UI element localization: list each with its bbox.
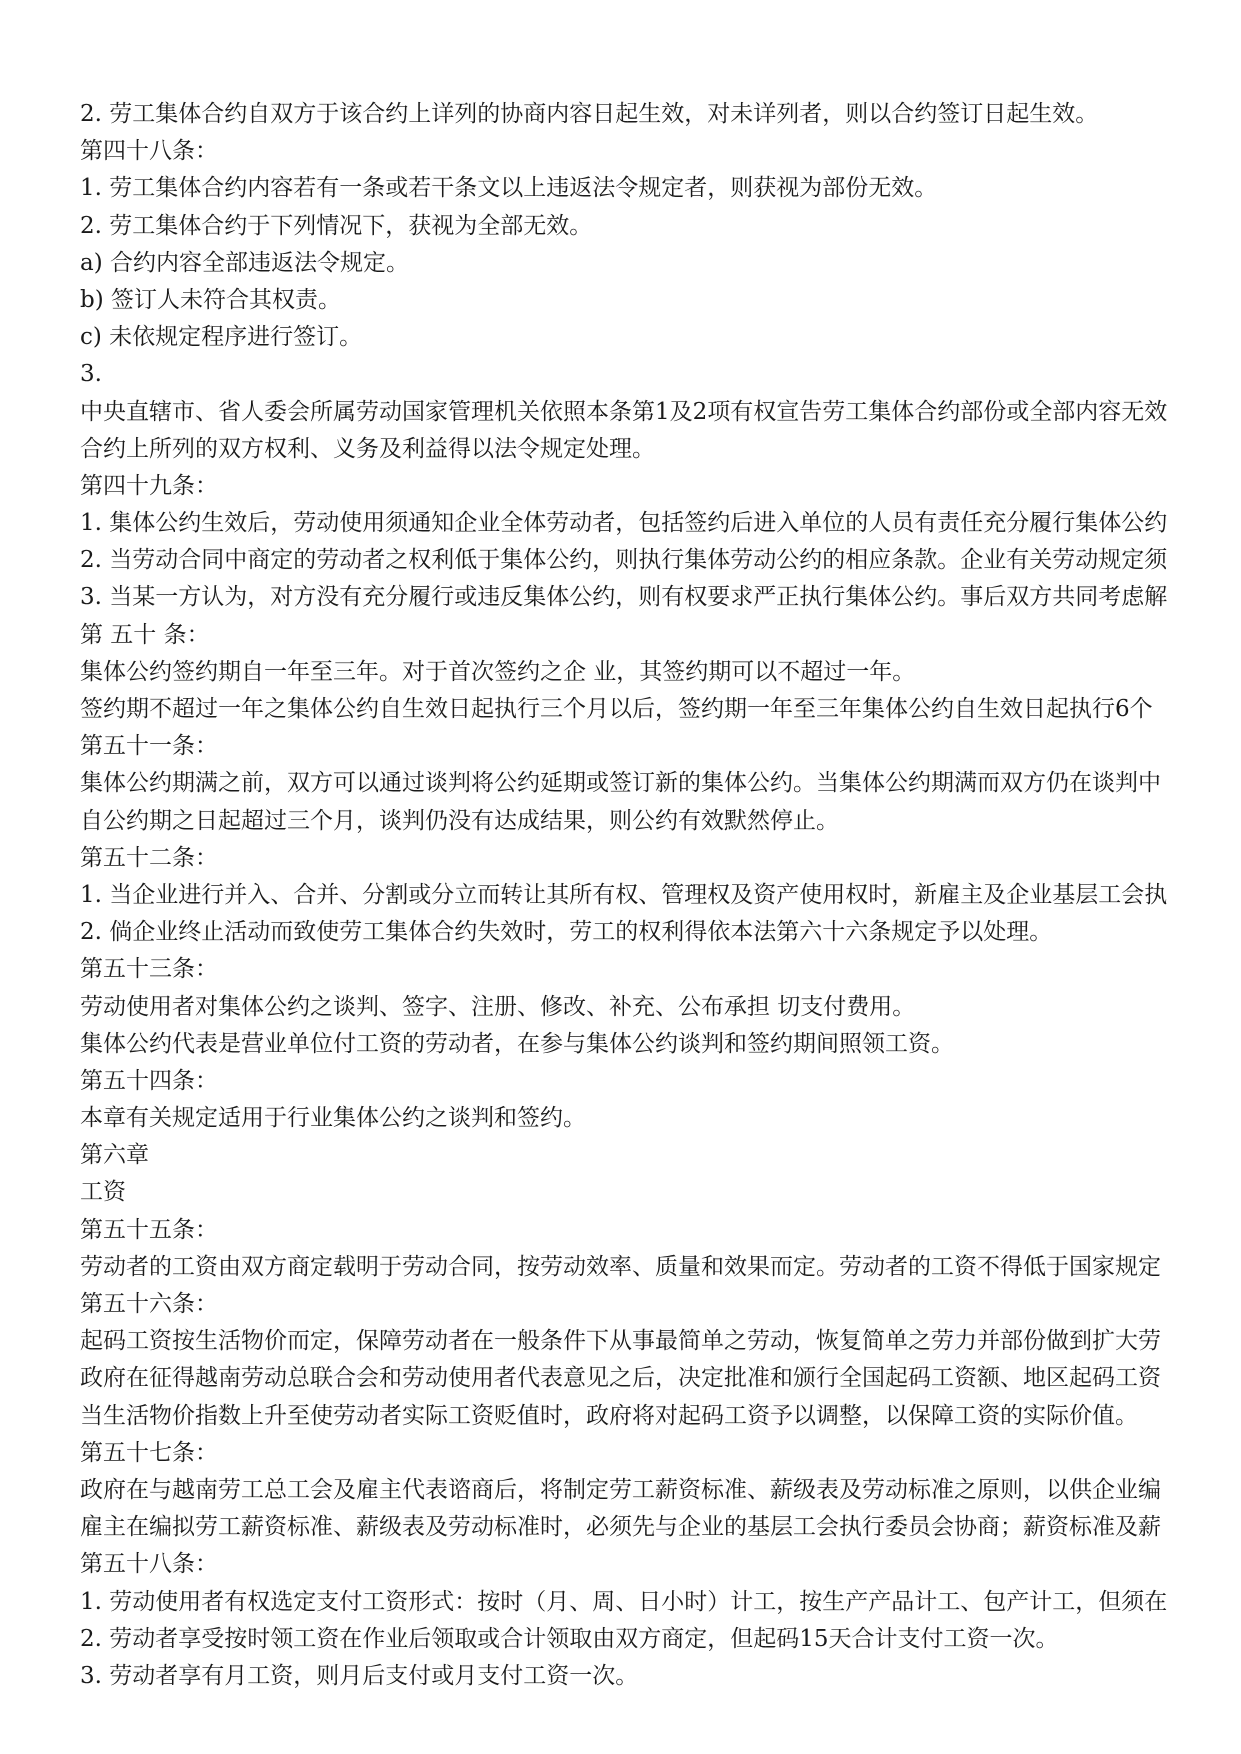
text-line: 2. 当劳动合同中商定的劳动者之权利低于集体公约，则执行集体劳动公约的相应条款。企业有关劳动规定须: [80, 547, 1168, 574]
text-line: 1. 劳工集体合约内容若有一条或若干条文以上违返法令规定者，则获视为部份无效。: [80, 175, 938, 202]
text-line: 雇主在编拟劳工薪资标准、薪级表及劳动标准时，必须先与企业的基层工会执行委员会协商；薪资标准及薪: [80, 1514, 1161, 1541]
text-line: 第五十七条：: [80, 1439, 218, 1466]
text-line: 合约上所列的双方权利、义务及利益得以法令规定处理。: [80, 435, 655, 462]
text-line: 劳动者的工资由双方商定载明于劳动合同，按劳动效率、质量和效果而定。劳动者的工资不得低于国家规定: [80, 1253, 1161, 1280]
text-line: 集体公约签约期自一年至三年。对于首次签约之企 业，其签约期可以不超过一年。: [80, 658, 916, 685]
text-line: 第五十六条：: [80, 1291, 218, 1317]
text-line: 第五十八条：: [80, 1551, 218, 1578]
text-line: 第六章: [80, 1142, 149, 1169]
text-line: 3.: [80, 361, 102, 388]
text-line: 当生活物价指数上升至使劳动者实际工资贬值时，政府将对起码工资予以调整，以保障工资的实际价值。: [80, 1402, 1138, 1429]
text-line: 2. 劳动者享受按时领工资在作业后领取或合计领取由双方商定，但起码15天合计支付工资一次。: [80, 1625, 1059, 1652]
text-line: 签约期不超过一年之集体公约自生效日起执行三个月以后，签约期一年至三年集体公约自生效日起执行6个: [80, 696, 1153, 722]
text-line: 第五十三条：: [80, 956, 218, 983]
text-line: 2. 倘企业终止活动而致使劳工集体合约失效时，劳工的权利得依本法第六十六条规定予以处理。: [80, 919, 1053, 946]
text-line: 1. 集体公约生效后，劳动使用须通知企业全体劳动者，包括签约后进入单位的人员有责任充分履行集体公约: [80, 510, 1168, 537]
text-line: 起码工资按生活物价而定，保障劳动者在一般条件下从事最简单之劳动，恢复简单之劳力并部份做到扩大劳: [80, 1328, 1161, 1355]
text-line: c) 未依规定程序进行签订。: [80, 324, 363, 351]
text-line: 第五十四条：: [80, 1067, 218, 1094]
text-line: 1. 当企业进行并入、合并、分割或分立而转让其所有权、管理权及资产使用权时，新雇主及企业基层工会执: [80, 881, 1168, 908]
text-line: 中央直辖市、省人委会所属劳动国家管理机关依照本条第1及2项有权宣告劳工集体合约部份或全部内容无效: [80, 398, 1168, 425]
text-line: 自公约期之日起超过三个月，谈判仍没有达成结果，则公约有效默然停止。: [80, 807, 839, 834]
text-line: 2. 劳工集体合约于下列情况下，获视为全部无效。: [80, 212, 593, 239]
text-line: 第五十一条：: [80, 733, 218, 760]
text-line: 3. 当某一方认为，对方没有充分履行或违反集体公约，则有权要求严正执行集体公约。事后双方共同考虑解: [80, 584, 1168, 611]
text-line: 第 五十 条：: [80, 621, 210, 648]
text-line: 1. 劳动使用者有权选定支付工资形式：按时（月、周、日小时）计工，按生产产品计工、包产计工，但须在: [80, 1588, 1168, 1615]
text-line: a) 合约内容全部违返法令规定。: [80, 249, 409, 276]
text-line: 第四十八条：: [80, 138, 218, 165]
text-line: 劳动使用者对集体公约之谈判、签字、注册、修改、补充、公布承担 切支付费用。: [80, 993, 916, 1020]
text-line: 第五十二条：: [80, 844, 218, 871]
document-body: [80, 96, 1241, 1695]
text-line: 本章有关规定适用于行业集体公约之谈判和签约。: [80, 1105, 586, 1132]
text-line: 政府在与越南劳工总工会及雇主代表谘商后，将制定劳工薪资标准、薪级表及劳动标准之原则，以供企业编: [80, 1476, 1161, 1503]
text-line: 集体公约期满之前，双方可以通过谈判将公约延期或签订新的集体公约。当集体公约期满而双方仍在谈判中: [80, 770, 1161, 797]
text-line: 3. 劳动者享有月工资，则月后支付或月支付工资一次。: [80, 1662, 639, 1689]
text-line: b) 签订人未符合其权责。: [80, 286, 342, 313]
text-line: 政府在征得越南劳动总联合会和劳动使用者代表意见之后，决定批准和颁行全国起码工资额、地区起码工资: [80, 1365, 1161, 1392]
text-line: 2. 劳工集体合约自双方于该合约上详列的协商内容日起生效，对未详列者，则以合约签订日起生效。: [80, 101, 1099, 127]
text-line: 第四十九条：: [80, 472, 218, 499]
text-line: 工资: [80, 1179, 126, 1206]
text-line: 第五十五条：: [80, 1216, 218, 1243]
text-line: 集体公约代表是营业单位付工资的劳动者，在参与集体公约谈判和签约期间照领工资。: [80, 1030, 954, 1057]
